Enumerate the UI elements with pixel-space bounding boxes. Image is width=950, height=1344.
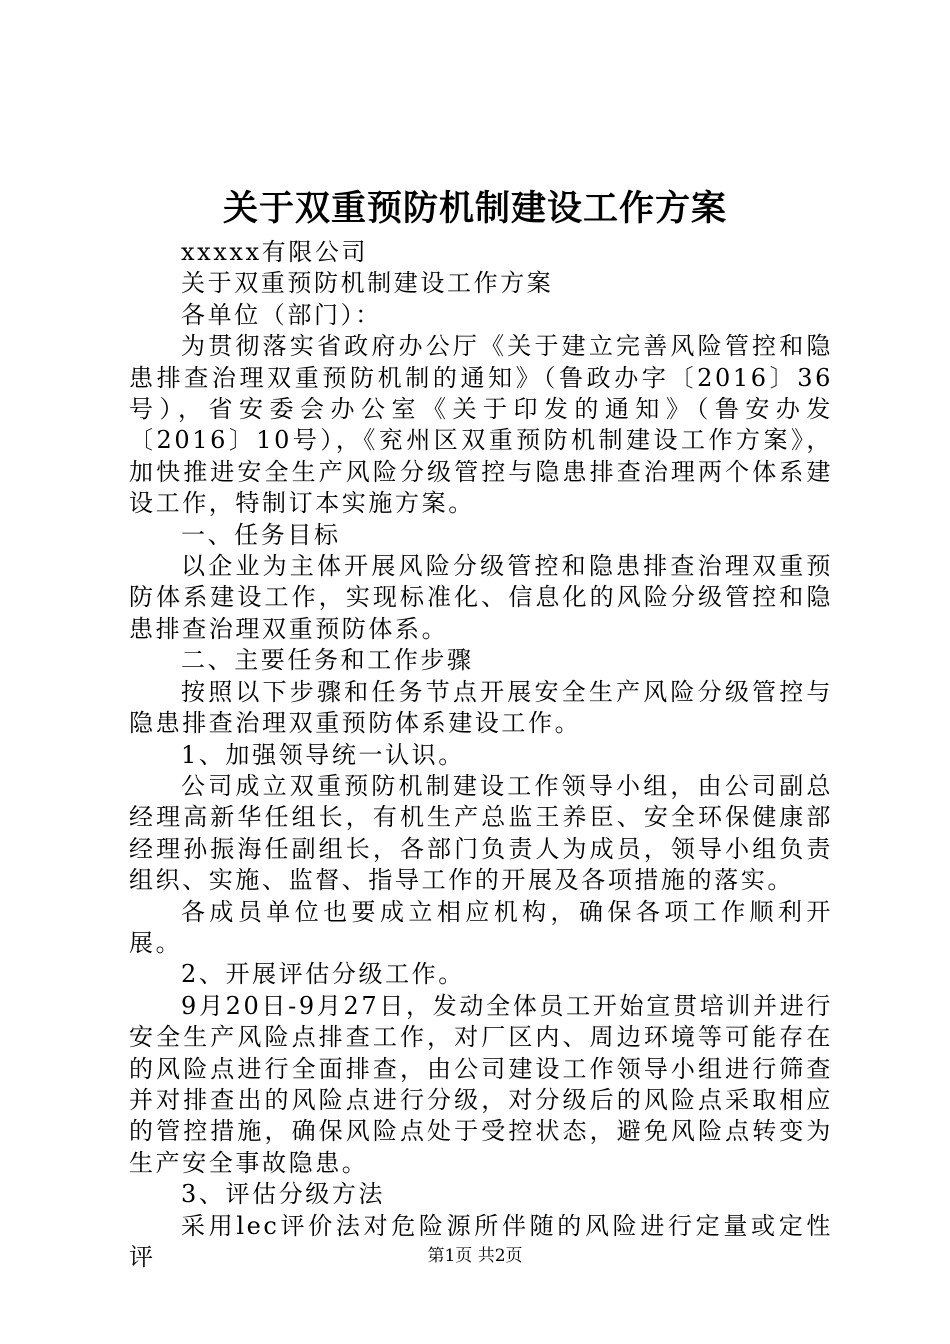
tasks-paragraph: 按照以下步骤和任务节点开展安全生产风险分级管控与隐患排查治理双重预防体系建设工作。 (129, 677, 833, 738)
section-heading-tasks: 二、主要任务和工作步骤 (181, 646, 474, 675)
document-title: 关于双重预防机制建设工作方案 (222, 188, 727, 229)
method-paragraph: 采用lec评价法对危险源所伴随的风险进行定量或定性评 (129, 1211, 833, 1271)
goals-paragraph: 以企业为主体开展风险分级管控和隐患排查治理双重预防体系建设工作，实现标准化、信息化的风险分级管控和隐患排查治理双重预防体系。 (129, 552, 833, 643)
item-heading-leadership: 1、加强领导统一认识。 (181, 740, 465, 769)
subtitle-line: 关于双重预防机制建设工作方案 (181, 269, 554, 298)
company-name: xxxxx有限公司 (181, 238, 369, 266)
leadership-paragraph: 公司成立双重预防机制建设工作领导小组，由公司副总经理高新华任组长，有机生产总监王养臣、安全环保健康部经理孙振海任副组长，各部门负责人为成员，领导小组负责组织、实施、监督、指导工作的开展及各项措施的落实。 (129, 771, 833, 895)
section-heading-goals: 一、任务目标 (181, 520, 341, 549)
document-body (129, 207, 833, 1273)
salutation: 各单位（部门）： (181, 300, 382, 329)
item-heading-assessment: 2、开展评估分级工作。 (181, 960, 465, 989)
intro-paragraph: 为贯彻落实省政府办公厅《关于建立完善风险管控和隐患排查治理双重预防机制的通知》（鲁政办字〔2016〕36号），省安委会办公室《关于印发的通知》（鲁安办发〔2016〕10号），《兖州区双重预防机制建设工作方案》，加快推进安全生产风险分级管控与隐患排查治理两个体系建设工作，特制订本实施方案。 (129, 332, 833, 518)
item-heading-method: 3、评估分级方法 (181, 1180, 386, 1209)
members-paragraph: 各成员单位也要成立相应机构，确保各项工作顺利开展。 (129, 897, 833, 957)
page-footer: 第1页 共2页 (427, 1246, 523, 1266)
assessment-paragraph: 9月20日-9月27日，发动全体员工开始宣贯培训并进行安全生产风险点排查工作，对厂区内、周边环境等可能存在的风险点进行全面排查，由公司建设工作领导小组进行筛查并对排查出的风险点进行分级，对分级后的风险点采取相应的管控措施，确保风险点处于受控状态，避免风险点转变为生产安全事故隐患。 (129, 991, 833, 1177)
